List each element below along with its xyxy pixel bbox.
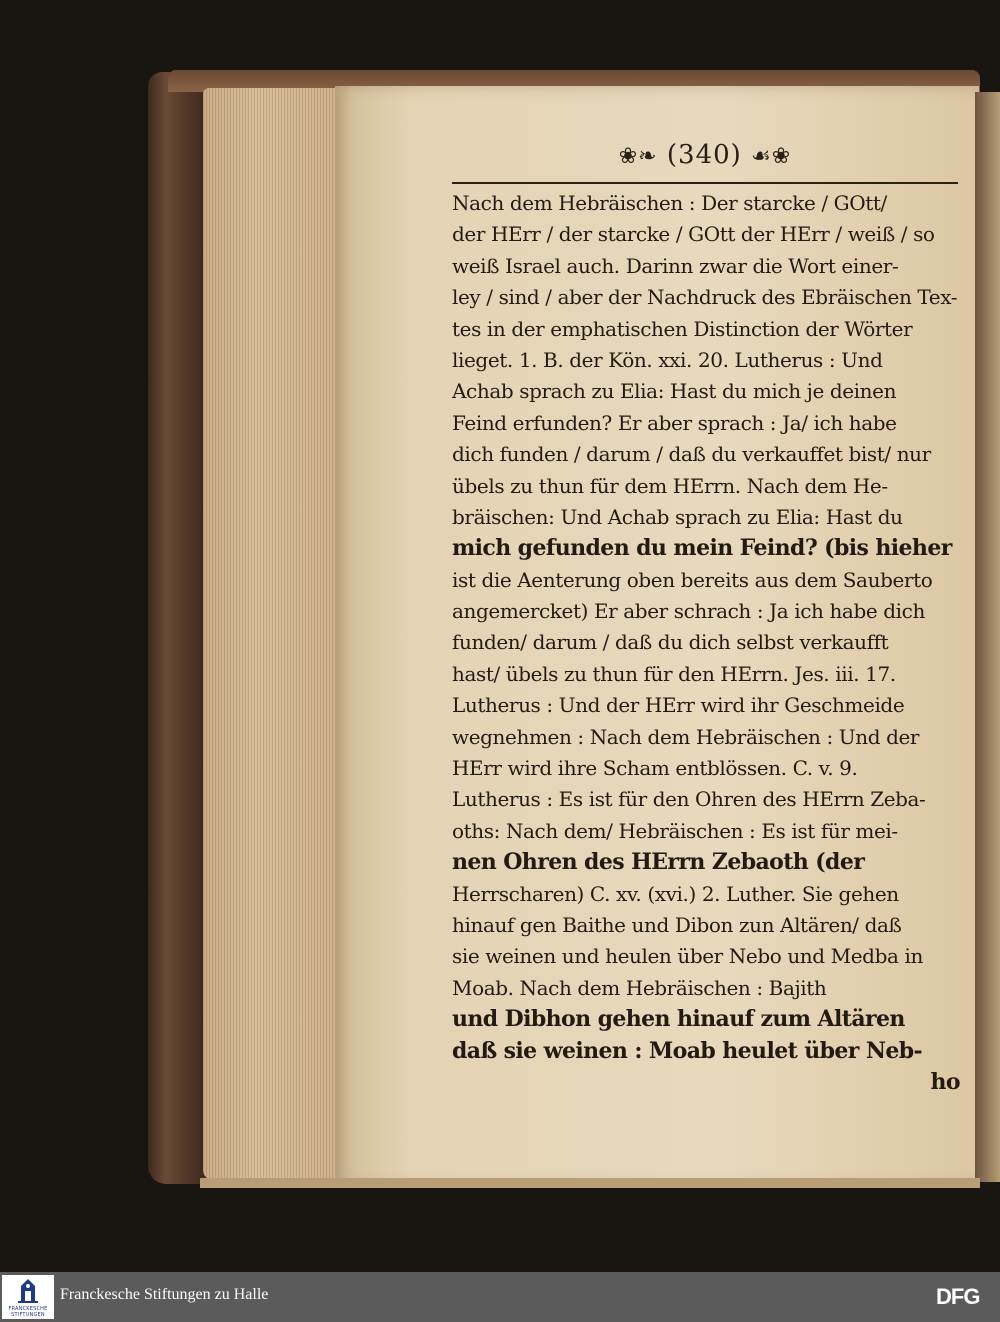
text-line: Achab sprach zu Elia: Hast du mich je deinen bbox=[452, 379, 897, 404]
page-text bbox=[452, 188, 960, 1098]
text-line: HErr wird ihre Scham entblössen. C. v. 9. bbox=[452, 756, 858, 781]
text-line: Moab. Nach dem Hebräischen : Bajith bbox=[452, 975, 827, 1000]
facing-page-edge bbox=[975, 92, 1000, 1182]
text-line: lieget. 1. B. der Kön. xxi. 20. Lutherus : Und bbox=[452, 347, 883, 372]
text-line: Herrscharen) C. xv. (xvi.) 2. Luther. Sie gehen bbox=[452, 881, 899, 906]
text-line: bräischen: Und Achab sprach zu Elia: Hast du bbox=[452, 504, 903, 529]
page-number-header bbox=[600, 140, 810, 180]
text-line: funden/ darum / daß du dich selbst verkaufft bbox=[452, 630, 889, 655]
text-line: Lutherus : Es ist für den Ohren des HErrn Zeba- bbox=[452, 787, 926, 812]
text-line-emphasis: und Dibhon gehen hinauf zum Altären bbox=[452, 1006, 905, 1033]
text-line: weiß Israel auch. Darinn zwar die Wort einer- bbox=[452, 253, 899, 278]
dfg-logo[interactable]: DFG bbox=[936, 1284, 980, 1309]
page-edges bbox=[203, 88, 338, 1180]
orphanage-building-icon bbox=[15, 1277, 41, 1305]
footer-title: Franckesche Stiftungen zu Halle bbox=[60, 1286, 269, 1303]
page-number: (340) bbox=[666, 140, 742, 170]
header-rule bbox=[452, 182, 958, 184]
text-line: oths: Nach dem/ Hebräischen : Es ist für mei- bbox=[452, 818, 898, 843]
text-line-emphasis: nen Ohren des HErrn Zebaoth (der bbox=[452, 849, 865, 876]
book-spine bbox=[148, 72, 208, 1184]
text-line: Feind erfunden? Er aber sprach : Ja/ ich habe bbox=[452, 410, 897, 435]
footer-bar bbox=[0, 1272, 1000, 1322]
catchword: ho bbox=[930, 1068, 960, 1095]
book-bottom-edge bbox=[200, 1178, 980, 1188]
left-ornament-icon: ❀❧ bbox=[618, 144, 658, 169]
institution-logo[interactable] bbox=[2, 1275, 54, 1319]
text-line: hast/ übels zu thun für den HErrn. Jes. iii. 17. bbox=[452, 661, 896, 686]
text-line-emphasis: mich gefunden du mein Feind? (bis hieher bbox=[452, 535, 952, 562]
text-line: sie weinen und heulen über Nebo und Medba in bbox=[452, 944, 923, 969]
text-line: ist die Aenterung oben bereits aus dem Sauberto bbox=[452, 567, 933, 592]
text-line: der HErr / der starcke / GOtt der HErr / weiß / so bbox=[452, 222, 935, 247]
text-line: angemercket) Er aber schrach : Ja ich habe dich bbox=[452, 599, 925, 624]
text-line: Nach dem Hebräischen : Der starcke / GOtt/ bbox=[452, 191, 887, 215]
text-line: hinauf gen Baithe und Dibon zun Altären/ daß bbox=[452, 912, 902, 937]
logo-caption: FRANCKESCHE STIFTUNGEN bbox=[8, 1306, 48, 1318]
text-line: dich funden / darum / daß du verkauffet bist/ nur bbox=[452, 442, 931, 467]
text-line: wegnehmen : Nach dem Hebräischen : Und der bbox=[452, 724, 920, 749]
right-ornament-icon: ☙❀ bbox=[751, 144, 792, 169]
text-line-emphasis: daß sie weinen : Moab heulet über Neb- bbox=[452, 1037, 923, 1064]
text-line: übels zu thun für dem HErrn. Nach dem He- bbox=[452, 473, 888, 498]
text-line: ley / sind / aber der Nachdruck des Ebräischen Tex- bbox=[452, 285, 958, 310]
text-line: Lutherus : Und der HErr wird ihr Geschmeide bbox=[452, 693, 905, 718]
text-line: tes in der emphatischen Distinction der Wörter bbox=[452, 316, 913, 341]
